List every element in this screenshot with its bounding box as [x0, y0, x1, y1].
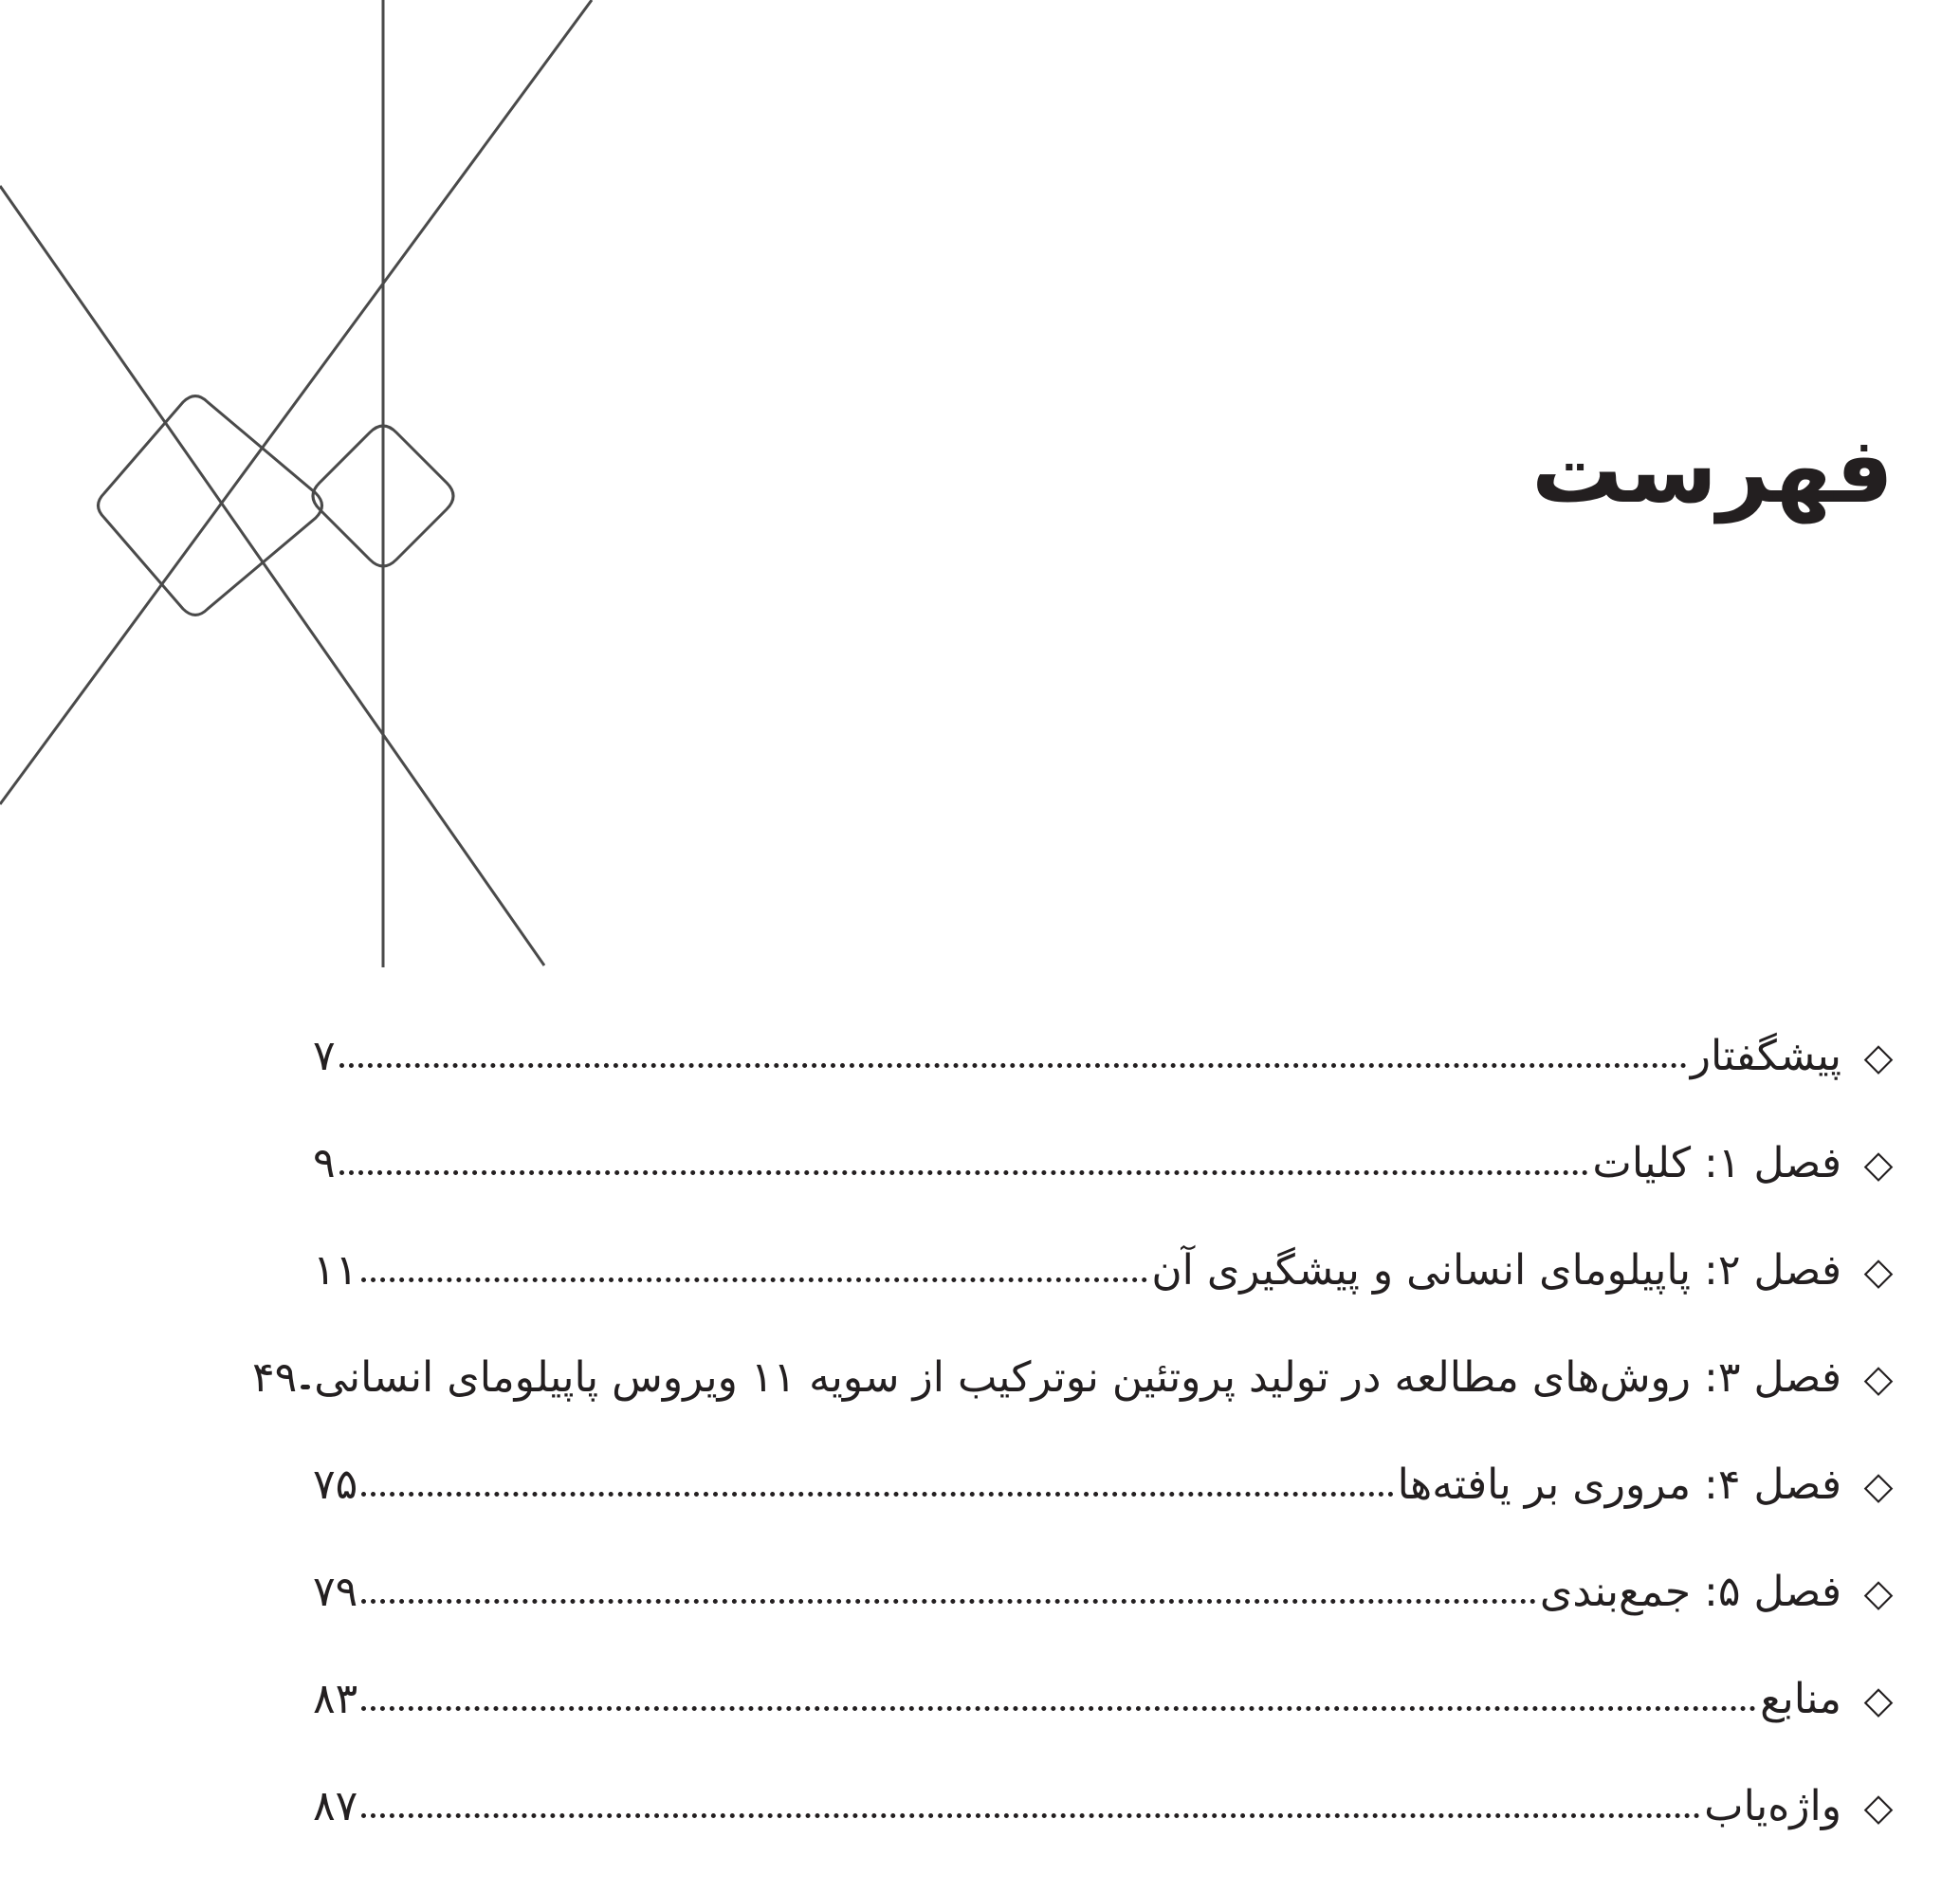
toc-entry[interactable] — [313, 1461, 1896, 1571]
toc-entry[interactable] — [313, 1139, 1896, 1250]
toc-page-number: ۷ — [313, 1032, 336, 1080]
toc-page-number: ۱۱ — [313, 1246, 358, 1295]
dotted-leader — [339, 1063, 1687, 1068]
toc-page-number: ۹ — [313, 1139, 336, 1187]
diamond-outline-icon: ◇ — [1863, 1464, 1894, 1508]
dotted-leader — [361, 1277, 1147, 1282]
table-of-contents — [251, 1032, 1896, 1893]
toc-entry-title: منابع — [1760, 1675, 1841, 1723]
toc-entry[interactable] — [313, 1675, 1896, 1786]
diamond-outline-icon: ◇ — [1863, 1036, 1894, 1079]
diamond-outline-icon: ◇ — [1863, 1786, 1894, 1829]
toc-entry-title: فصل ۱: کلیات — [1592, 1139, 1841, 1187]
left-rounded-diamond — [99, 396, 322, 616]
toc-page-number: ۷۹ — [313, 1568, 358, 1616]
toc-page-number: ۷۵ — [313, 1461, 358, 1509]
diamond-outline-icon: ◇ — [1863, 1250, 1894, 1294]
toc-entry-title: واژه‌یاب — [1704, 1782, 1841, 1830]
toc-entry[interactable] — [313, 1032, 1896, 1143]
dotted-leader — [361, 1599, 1536, 1604]
diagonal-line-down — [0, 186, 544, 965]
page-title: فهرست — [1531, 417, 1894, 524]
diamond-outline-icon: ◇ — [1863, 1143, 1894, 1186]
toc-entry-title: فصل ۵: جمع‌بندی — [1539, 1568, 1841, 1616]
toc-page-number: ۴۹ — [251, 1353, 298, 1402]
dotted-leader — [361, 1706, 1756, 1711]
diamond-outline-icon: ◇ — [1863, 1679, 1894, 1722]
diamond-outline-icon: ◇ — [1863, 1357, 1894, 1401]
toc-entry-title: فصل ۳: روش‌های مطالعه در تولید پروتئین نوترکیب از سویه ۱۱ ویروس پاپیلومای انسانی — [314, 1353, 1841, 1402]
diamond-outline-icon: ◇ — [1863, 1571, 1894, 1615]
diagonal-line-up — [0, 0, 592, 804]
dotted-leader — [361, 1492, 1393, 1497]
dotted-leader — [339, 1170, 1589, 1175]
toc-entry-title: پیشگفتار — [1690, 1032, 1841, 1080]
toc-entry[interactable] — [313, 1246, 1896, 1357]
toc-entry-title: فصل ۴: مروری بر یافته‌ها — [1397, 1461, 1841, 1509]
toc-entry[interactable] — [313, 1568, 1896, 1679]
toc-page-number: ۸۳ — [313, 1675, 358, 1723]
toc-entry[interactable] — [313, 1782, 1896, 1893]
toc-entry[interactable] — [251, 1353, 1896, 1464]
toc-page-number: ۸۷ — [313, 1782, 358, 1830]
dotted-leader — [301, 1385, 310, 1389]
toc-entry-title: فصل ۲: پاپیلومای انسانی و پیشگیری آن — [1151, 1246, 1841, 1295]
dotted-leader — [361, 1813, 1700, 1818]
